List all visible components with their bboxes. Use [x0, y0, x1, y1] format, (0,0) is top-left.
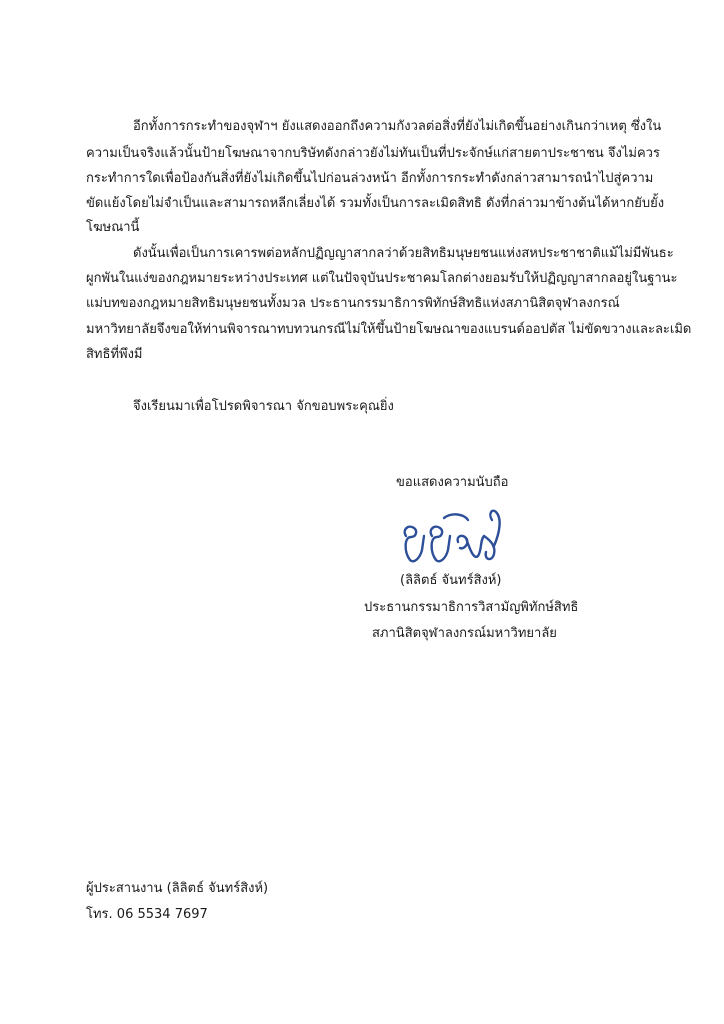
paragraph-2-line-5: สิทธิที่พึงมี: [86, 347, 143, 362]
signer-name: (ลิลิตธ์ จันทร์สิงห์): [400, 573, 502, 588]
paragraph-1-line-2: ความเป็นจริงแล้วนั้นป้ายโฆษณาจากบริษัทดังกล่าวยังไม่ทันเป็นที่ประจักษ์แก่สายตาประชาชน จึงไม่ควร: [86, 146, 660, 161]
signer-position-line-2: สภานิสิตจุฬาลงกรณ์มหาวิทยาลัย: [372, 626, 557, 641]
closing-request: จึงเรียนมาเพื่อโปรดพิจารณา จักขอบพระคุณยิ่ง: [133, 399, 394, 414]
paragraph-2-line-4: มหาวิทยาลัยจึงขอให้ท่านพิจารณาทบทวนกรณีไม่ให้ขึ้นป้ายโฆษณาของแบรนด์ออปตัส ไม่ขัดขวางและละเมิด: [86, 322, 692, 337]
coordinator: ผู้ประสานงาน (ลิลิตธ์ จันทร์สิงห์): [86, 881, 269, 896]
paragraph-1-line-1: อีกทั้งการกระทำของจุฬาฯ ยังแสดงออกถึงความกังวลต่อสิ่งที่ยังไม่เกิดขึ้นอย่างเกินกว่าเหตุ ซึ่งใน: [133, 119, 662, 134]
phone-number: โทร. 06 5534 7697: [86, 907, 208, 922]
paragraph-2-line-1: ดังนั้นเพื่อเป็นการเคารพต่อหลักปฏิญญาสากลว่าด้วยสิทธิมนุษยชนแห่งสหประชาชาติแม้ไม่มีพันธะ: [133, 246, 674, 261]
paragraph-1-line-4: ขัดแย้งโดยไม่จำเป็นและสามารถหลีกเลี่ยงได้ รวมทั้งเป็นการละเมิดสิทธิ ดังที่กล่าวมาข้างต้นได้หากยับยั้ง: [86, 196, 665, 211]
signer-position-line-1: ประธานกรรมาธิการวิสามัญพิทักษ์สิทธิ: [364, 600, 579, 615]
paragraph-1-line-5: โฆษณานี้: [86, 220, 140, 235]
paragraph-2-line-3: แม่บทของกฎหมายสิทธิมนุษยชนทั้งมวล ประธานกรรมาธิการพิทักษ์สิทธิแห่งสภานิสิตจุฬาลงกรณ์: [86, 296, 620, 311]
salutation: ขอแสดงความนับถือ: [396, 475, 509, 490]
paragraph-1-line-3: กระทำการใดเพื่อป้องกันสิ่งที่ยังไม่เกิดขึ้นไปก่อนล่วงหน้า อีกทั้งการกระทำดังกล่าวสามารถนำไปสู่ความ: [86, 171, 654, 186]
paragraph-2-line-2: ผูกพันในแง่ของกฎหมายระหว่างประเทศ แต่ในปัจจุบันประชาคมโลกต่างยอมรับให้ปฏิญญาสากลอยู่ในฐานะ: [86, 271, 678, 286]
handwritten-signature: [398, 506, 508, 568]
